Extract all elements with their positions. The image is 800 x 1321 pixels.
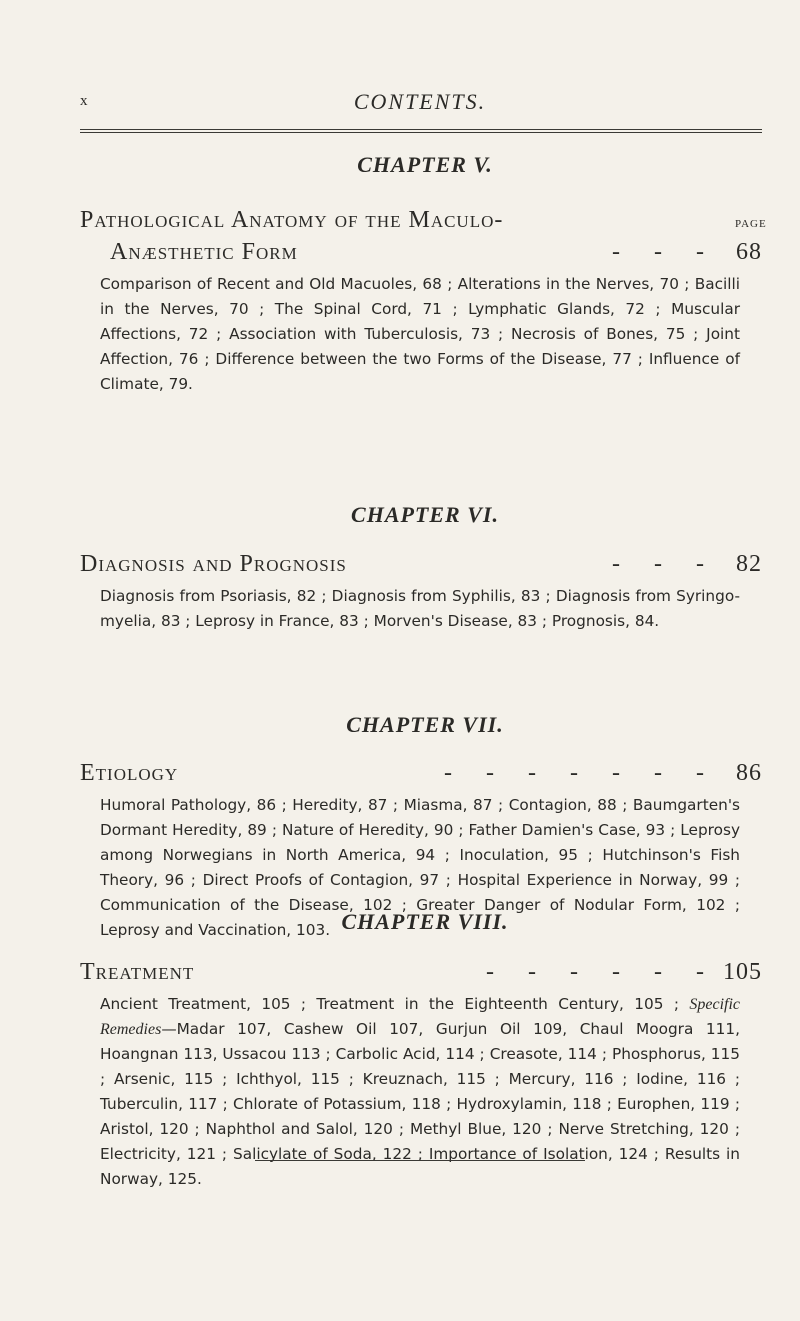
chapter-title: Pathological Anatomy of the Maculo- — [80, 207, 504, 233]
chapter-summary: Diagnosis from Psoriasis, 82 ; Diagnosis from Syphilis, 83 ; Diagnosis from Syringo-myelia, 83 ; Leprosy in France, 83 ; Morven's Disease, 83 ; Prognosis, 84. — [100, 587, 740, 630]
summary-italic-text: Specific Remedies — [100, 996, 740, 1038]
running-head — [80, 89, 760, 123]
chapter-summary — [100, 992, 740, 1192]
closing-rule — [255, 1160, 585, 1161]
summary-text-continued: —Madar 107, Cashew Oil 107, Gurjun Oil 109, Chaul Moogra 111, Hoangnan 113, Ussacou 113 ; Carbolic Acid, 114 ; Creasote, 114 ; Phosphorus, 115 ; Arsenic, 115 ; Ichthyol, 115 ; Kreuznach, 115 ; Mercury, 116 ; Iodine, 116 ; Tuberculin, 117 ; Chlorate of Potassium, 118 ; Hydroxylamin, 118 ; Europhen, 119 ; Aristol, 120 ; Naphthol and Salol, 120 ; Methyl Blue, 120 ; Nerve Stretching, 120 ; Electricity, 121 ; Salicylate of Soda, 122 ; Importance of Isolation, 124 ; Results in Norway, 125. — [100, 1020, 740, 1188]
chapter-title-line — [80, 956, 770, 988]
leader-dashes: - - - - - - — [486, 959, 718, 985]
leader-dashes: - - - — [612, 239, 718, 265]
page-title: CONTENTS. — [353, 89, 487, 114]
chapter-5 — [80, 150, 770, 397]
page-column-label: PAGE — [735, 218, 767, 230]
chapter-page-number: 82 — [736, 551, 762, 577]
chapter-page-number: 86 — [736, 760, 762, 786]
chapter-summary: Humoral Pathology, 86 ; Heredity, 87 ; Miasma, 87 ; Contagion, 88 ; Baumgarten's Dormant Heredity, 89 ; Nature of Heredity, 90 ; Father Damien's Case, 93 ; Leprosy among Norwegians in North America, 94 ; Inoculation, 95 ; Hutchinson's Fish Theory, 96 ; Direct Proofs of Contagion, 97 ; Hospital Experience in Norway, 99 ; Communication of the Disease, 102 ; Greater Danger of Nodular Form, 102 ; Leprosy and Vaccination, 103. — [100, 796, 740, 939]
leader-dashes: - - - — [612, 551, 718, 577]
chapter-8 — [80, 907, 770, 1192]
chapter-title-continued: Anæsthetic Form — [110, 239, 298, 265]
chapter-title-line — [80, 757, 770, 789]
chapter-heading: CHAPTER VIII. — [341, 909, 509, 934]
chapter-title: Etiology — [80, 760, 179, 786]
chapter-title: Diagnosis and Prognosis — [80, 551, 347, 577]
page-folio: x — [80, 93, 89, 109]
chapter-6 — [80, 500, 770, 634]
header-rule — [80, 129, 762, 133]
chapter-heading: CHAPTER V. — [357, 152, 493, 177]
chapter-summary: Comparison of Recent and Old Macuoles, 68 ; Alterations in the Nerves, 70 ; Bacilli in the Nerves, 70 ; The Spinal Cord, 71 ; Lymphatic Glands, 72 ; Muscular Affections, 72 ; Association with Tuberculosis, 73 ; Necrosis of Bones, 75 ; Joint Affection, 76 ; Difference between the two Forms of the Disease, 77 ; Influence of Climate, 79. — [100, 275, 740, 393]
chapter-heading: CHAPTER VII. — [346, 712, 504, 737]
chapter-page-number: 68 — [736, 239, 762, 265]
chapter-title: Treatment — [80, 959, 195, 985]
chapter-page-number: 105 — [723, 959, 762, 985]
chapter-heading: CHAPTER VI. — [351, 502, 499, 527]
chapter-title-line-1 — [80, 204, 770, 236]
leader-dashes: - - - - - - - — [444, 760, 718, 786]
summary-text: Ancient Treatment, 105 ; Treatment in the Eighteenth Century, 105 ; — [100, 995, 690, 1013]
chapter-title-line-2 — [80, 236, 770, 268]
chapter-title-line — [80, 548, 770, 580]
